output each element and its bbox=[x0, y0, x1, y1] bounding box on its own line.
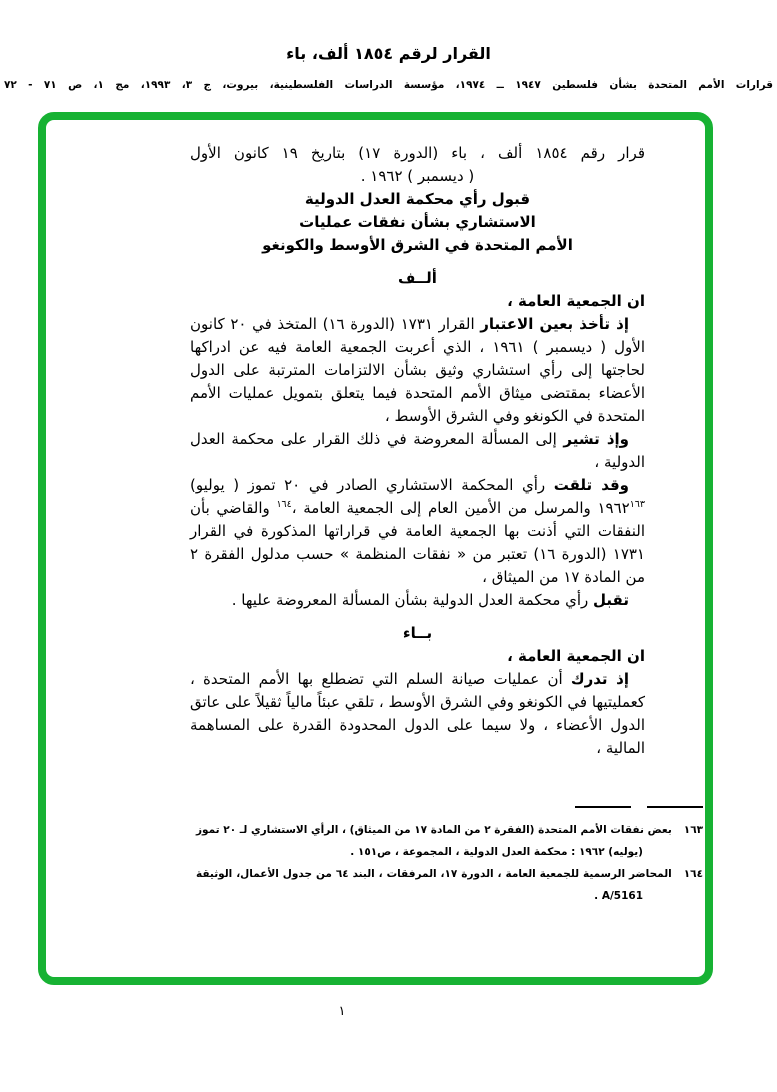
paragraph-text: أن عمليات صيانة السلم التي تضطلع بها الأمم المتحدة ، كعمليتيها في الكونغو وفي الشرق الأوسط ، تلقي عبئاً مالياً ثقيلاً على عاتق الدول الأعضاء ، ولا سيما على الدول المحدودة القدرة على المساهمة المالية ، bbox=[190, 670, 645, 757]
document-title-line-3: الأمم المتحدة في الشرق الأوسط والكونغو bbox=[262, 236, 573, 254]
footnote-164 bbox=[196, 863, 703, 907]
section-a-opening: ان الجمعية العامة ، bbox=[507, 292, 645, 310]
footnote-text: المحاضر الرسمية للجمعية العامة ، الدورة ١٧، المرفقات ، البند ٦٤ من جدول الأعمال، الوثيقة A/5161 . bbox=[196, 868, 672, 902]
paragraph-lead: إذ تأخذ بعين الاعتبار bbox=[480, 315, 629, 333]
paragraph-accepts bbox=[190, 589, 645, 612]
paragraph-having-received bbox=[190, 474, 645, 589]
resolution-intro-line-1: قرار رقم ١٨٥٤ ألف ، باء (الدورة ١٧) بتاريخ ١٩ كانون الأول bbox=[190, 144, 646, 162]
footnote-divider-dash bbox=[647, 806, 703, 808]
footnote-number: ١٦٣ bbox=[683, 824, 704, 836]
document-frame bbox=[38, 112, 713, 985]
paragraph-text: والقاضي بأن النفقات التي أذنت بها الجمعية العامة في قراراتها المذكورة في القرار ١٧٣١ (الدورة ١٦) تعتبر من « نفقات المنظمة » حسب مدلول الفقرة ٢ من المادة ١٧ من الميثاق ، bbox=[190, 499, 645, 586]
paragraph-lead: وقد تلقت bbox=[553, 476, 630, 494]
footnote-163 bbox=[196, 819, 703, 863]
document-title-line-2: الاستشاري بشأن نفقات عمليات bbox=[299, 213, 536, 231]
paragraph-text: والمرسل من الأمين العام إلى الجمعية العامة ، bbox=[291, 499, 598, 517]
header-source-line: قرارات الأمم المتحدة بشأن فلسطين ١٩٤٧ ــ ١٩٧٤، مؤسسة الدراسات الفلسطينية، بيروت، ج ٣، ١٩٩٣، مج ١، ص ٧١ - ٧٢ bbox=[4, 79, 773, 91]
footnote-text: بعض نفقات الأمم المتحدة (الفقرة ٢ من المادة ١٧ من الميثاق) ، الرأي الاستشاري لـ ٢٠ تموز (يوليه) ١٩٦٢ : محكمة العدل الدولية ، المجموعة ، ص١٥١ . bbox=[196, 824, 672, 858]
footnote-ref-163: ١٦٣ bbox=[629, 499, 645, 510]
section-b-opening: ان الجمعية العامة ، bbox=[507, 647, 645, 665]
paragraph-lead: إذ تدرك bbox=[570, 670, 629, 688]
footnotes-area bbox=[196, 806, 703, 907]
paragraph-recalling bbox=[190, 428, 645, 474]
section-b-heading: بــاء bbox=[402, 624, 433, 642]
footnote-ref-164: ١٦٤ bbox=[276, 499, 292, 510]
paragraph-lead: تقبل bbox=[593, 591, 629, 609]
page-number: ١ bbox=[338, 1004, 346, 1019]
footnote-number: ١٦٤ bbox=[683, 868, 703, 880]
paragraph-text: رأي المحكمة الاستشاري الصادر في ٢٠ تموز ( يوليو) ١٩٦٢ bbox=[190, 476, 630, 517]
paragraph-text: القرار ١٧٣١ (الدورة ١٦) المتخذ في ٢٠ كانون الأول ( ديسمبر ) ١٩٦١ ، الذي أعربت الجمعية العامة فيه عن ادراكها لحاجتها إلى رأي استشاري وثيق بشأن الالتزامات المترتبة على الدول الأعضاء بمقتضى ميثاق الأمم المتحدة فيما يتعلق بتمويل عمليات الأمم المتحدة في الكونغو وفي الشرق الأوسط ، bbox=[190, 315, 645, 425]
header-title: القرار لرقم ١٨٥٤ ألف، باء bbox=[286, 44, 491, 63]
paragraph-taking-into-account bbox=[190, 313, 645, 428]
document-body bbox=[190, 142, 645, 760]
paragraph-aware bbox=[190, 668, 645, 760]
paragraph-lead: وإذ تشير bbox=[563, 430, 629, 448]
footnote-divider-dash bbox=[575, 806, 631, 808]
footnote-divider bbox=[196, 806, 703, 809]
paragraph-text: رأي محكمة العدل الدولية بشأن المسألة المعروضة عليها . bbox=[231, 591, 594, 609]
resolution-intro-line-2: ( ديسمبر ) ١٩٦٢ . bbox=[360, 167, 475, 185]
section-a-heading: ألــف bbox=[398, 269, 437, 287]
document-title-line-1: قبول رأي محكمة العدل الدولية bbox=[304, 190, 531, 208]
paragraph-text: إلى المسألة المعروضة في ذلك القرار على محكمة العدل الدولية ، bbox=[190, 430, 645, 471]
